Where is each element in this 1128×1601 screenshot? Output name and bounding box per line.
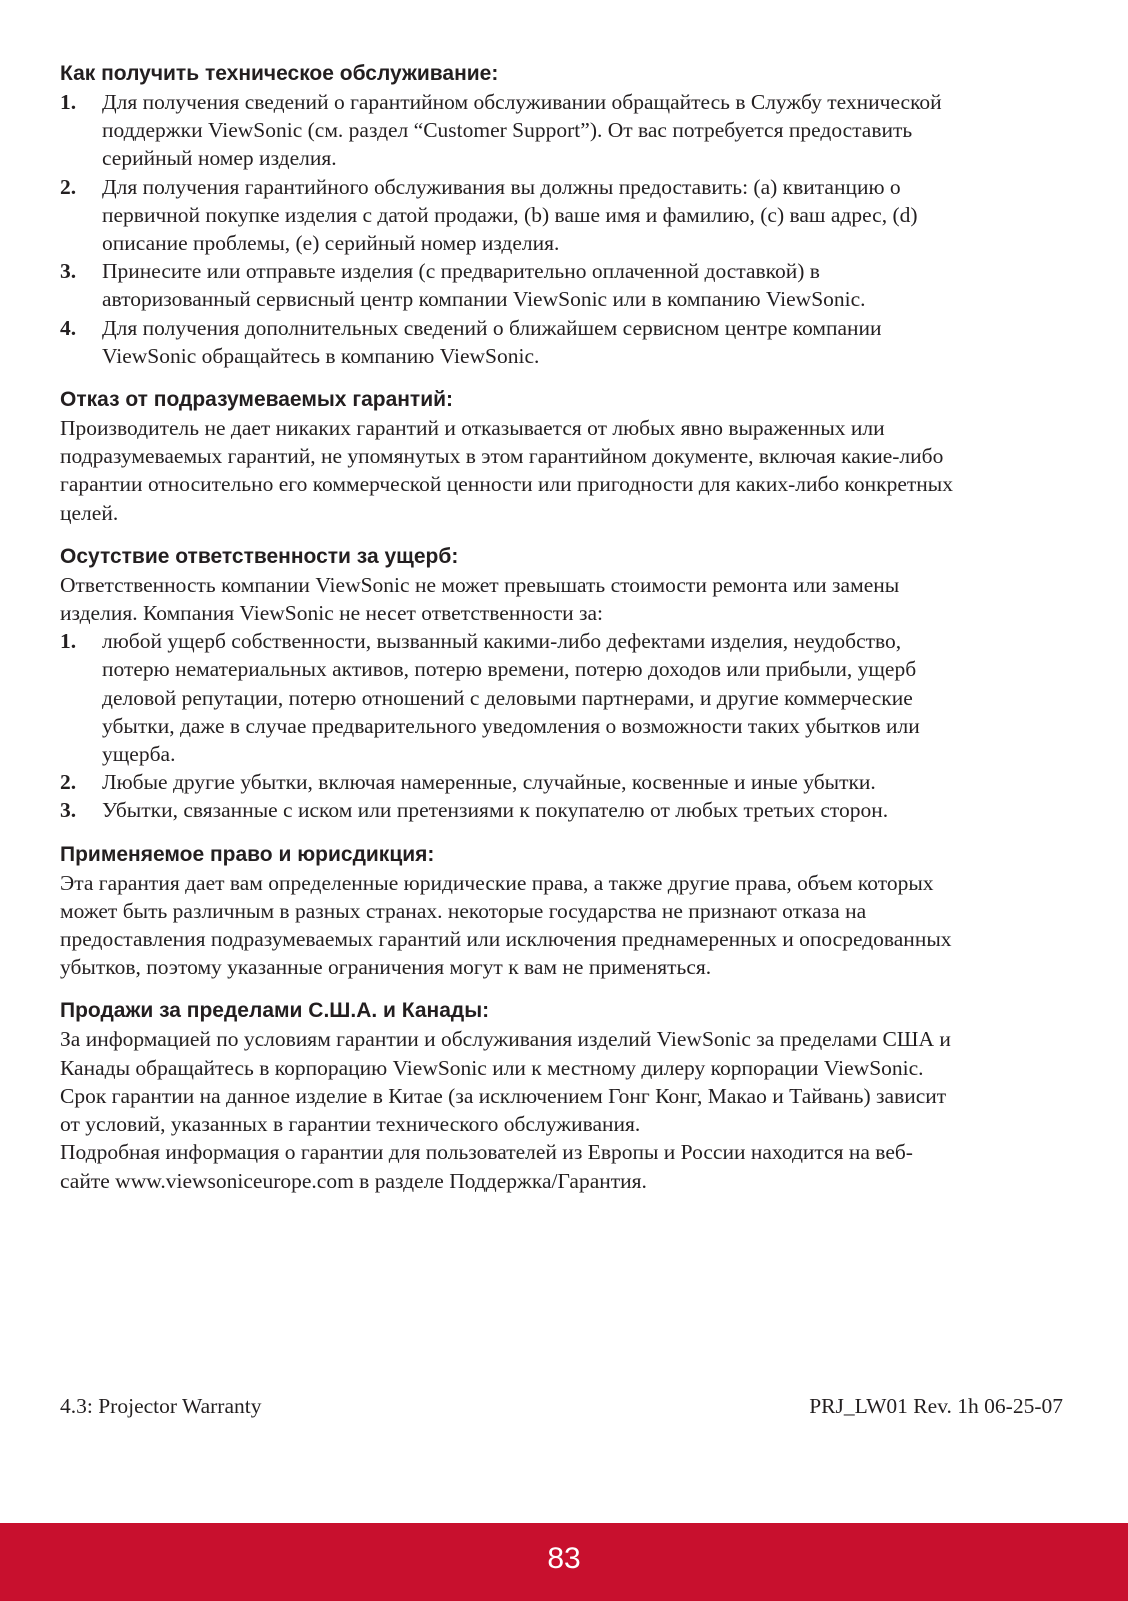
list-number: 4.	[60, 315, 77, 340]
section-heading: Как получить техническое обслуживание:	[60, 62, 499, 85]
section-heading: Осутствие ответственности за ущерб:	[60, 544, 459, 568]
list-text: Любые другие убытки, включая намеренные, случайные, косвенные и иные убытки.	[102, 770, 876, 795]
list-item	[60, 768, 1060, 796]
list-item	[60, 627, 1060, 768]
section-paragraph: Эта гарантия дает вам определенные юридические права, а также другие права, объем которых может быть различным в разных странах. некоторые государства не признают отказа на предоставления подразумеваемых гарантий или исключения преднамеренных и опосредованных убытков, поэтому указанные ограничения могут к вам не применяться.	[60, 870, 952, 980]
section-heading: Отказ от подразумеваемых гарантий:	[60, 388, 454, 412]
list-text: Для получения гарантийного обслуживания вы должны предоставить: (a) квитанцию о первичной покупке изделия с датой продажи, (b) ваше имя и фамилию, (c) ваш адрес, (d) описание проблемы, (e) серийный номер изделия.	[102, 174, 918, 256]
section-sales	[60, 997, 1060, 1194]
section-disclaimer	[60, 386, 1060, 527]
list-number: 1.	[60, 90, 77, 114]
section-paragraph: Ответственность компании ViewSonic не может превышать стоимости ремонта или замены изделия. Компания ViewSonic не несет ответственности за:	[60, 572, 900, 626]
section-liability	[60, 543, 1060, 825]
list-item	[60, 314, 1060, 370]
list-item	[60, 257, 1060, 313]
footer-document-title: 4.3: Projector Warranty	[60, 1394, 262, 1418]
liability-list	[60, 627, 1060, 824]
list-text: любой ущерб собственности, вызванный какими-либо дефектами изделия, неудобство, потерю нематериальных активов, потерю времени, потерю доходов или прибыли, ущерб деловой репутации, потерю отношений с деловыми партнерами, и другие коммерческие убытки, даже в случае предварительного уведомления о возможности таких убытков или ущерба.	[102, 629, 920, 767]
section-service	[60, 60, 1060, 370]
footer-revision: PRJ_LW01 Rev. 1h 06-25-07	[809, 1394, 1063, 1418]
list-item	[60, 88, 1060, 173]
page-number: 83	[547, 1542, 581, 1575]
list-number: 2.	[60, 770, 77, 795]
section-paragraph: За информацией по условиям гарантии и обслуживания изделий ViewSonic за пределами США и Канады обращайтесь в корпорацию ViewSonic или к местному дилеру корпорации ViewSonic. Срок гарантии на данное изделие в Китае (за исключением Гонг Конг, Макао и Тайвань) зависит от условий, указанных в гарантии технического обслуживания. Подробная информация о гарантии для пользователей из Европы и России находится на веб- сайте www.viewsoniceurope.com в разделе Поддержка/Гарантия.	[60, 1027, 951, 1193]
section-heading: Продажи за пределами С.Ш.А. и Канады:	[60, 999, 490, 1023]
list-number: 3.	[60, 259, 77, 284]
list-text: Убытки, связанные с иском или претензиями к покупателю от любых третьих сторон.	[102, 798, 889, 823]
list-text: Принесите или отправьте изделия (с предварительно оплаченной доставкой) в авторизованный сервисный центр компании ViewSonic или в компанию ViewSonic.	[102, 259, 866, 312]
section-law	[60, 841, 1060, 982]
list-number: 3.	[60, 798, 77, 823]
list-item	[60, 796, 1060, 824]
document-body	[60, 60, 1060, 1211]
list-text: Для получения дополнительных сведений о ближайшем сервисном центре компании ViewSonic обращайтесь в компанию ViewSonic.	[102, 315, 882, 368]
list-number: 1.	[60, 629, 77, 654]
page-footer-bar	[0, 1523, 1128, 1601]
service-list	[60, 88, 1060, 370]
list-item	[60, 173, 1060, 258]
section-heading: Применяемое право и юрисдикция:	[60, 842, 435, 866]
list-number: 2.	[60, 174, 77, 199]
list-text: Для получения сведений о гарантийном обслуживании обращайтесь в Службу технической поддержки ViewSonic (см. раздел “Customer Support”). От вас потребуется предоставить серийный номер изделия.	[102, 90, 942, 171]
section-paragraph: Производитель не дает никаких гарантий и отказывается от любых явно выраженных или подразумеваемых гарантий, не упомянутых в этом гарантийном документе, включая какие-либо гарантии относительно его коммерческой ценности или пригодности для каких-либо конкретных целей.	[60, 416, 953, 525]
